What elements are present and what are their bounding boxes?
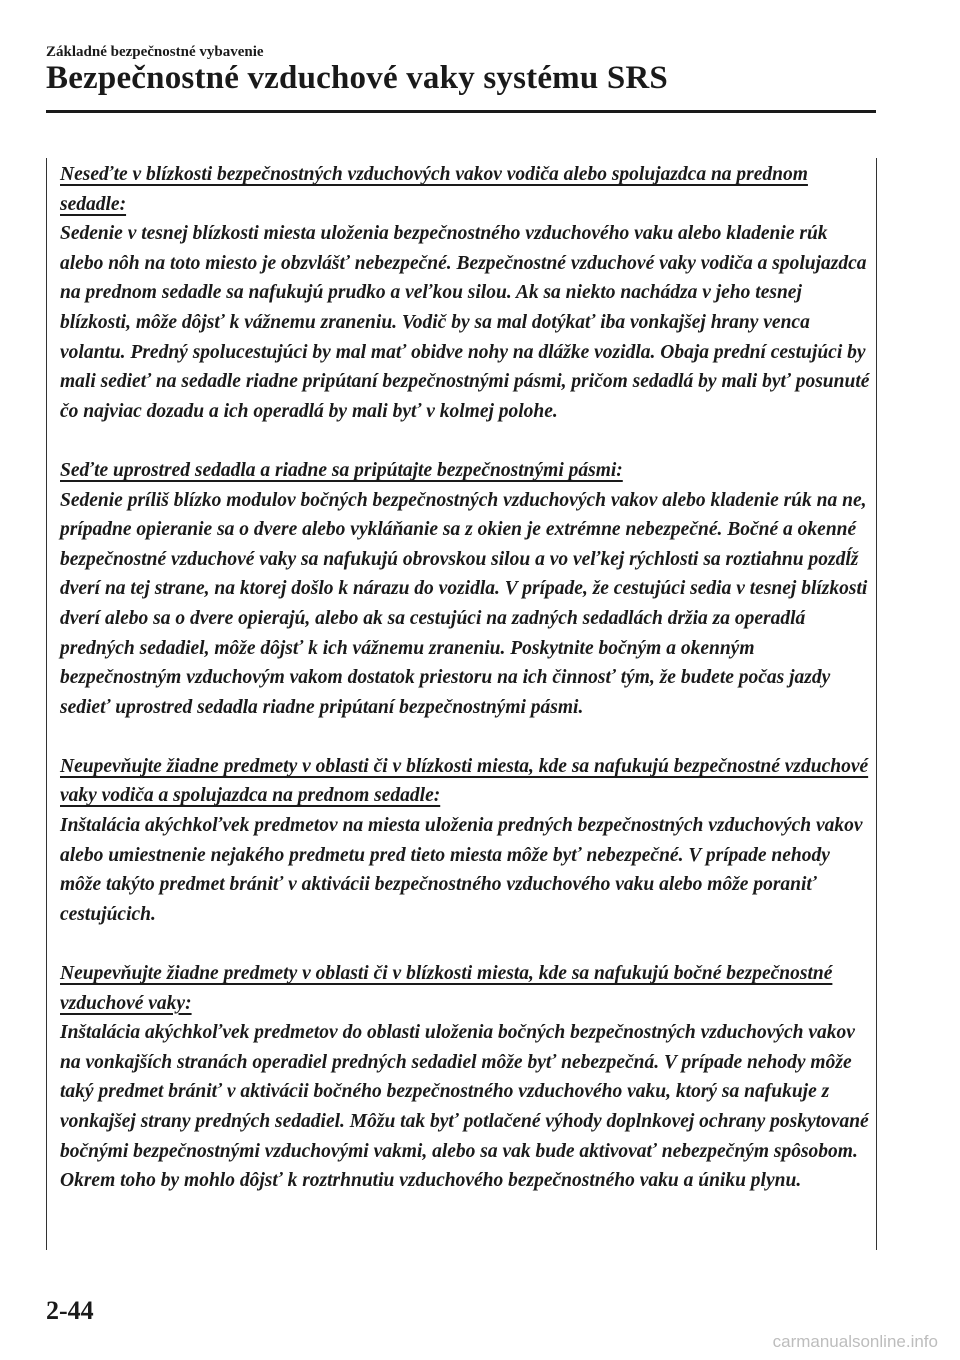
page-number: 2-44	[46, 1296, 94, 1325]
warning-block	[60, 456, 872, 722]
warning-title: Neupevňujte žiadne predmety v oblasti či v blízkosti miesta, kde sa nafukujú bočné bezpečnostné vzduchové vaky:	[60, 963, 833, 1014]
warning-text: Sedenie v tesnej blízkosti miesta uloženia bezpečnostného vzduchového vaku alebo kladenie rúk alebo nôh na toto miesto je obzvlášť nebezpečné. Bezpečnostné vzduchové vaky vodiča a spolujazdca na prednom sedadle sa nafukujú prudko a veľkou silou. Ak sa niekto nachádza v jeho tesnej blízkosti, môže dôjsť k vážnemu zraneniu. Vodič by sa mal dotýkať iba vonkajšej hrany venca volantu. Predný spolucestujúci by mal mať obidve nohy na dlážke vozidla. Obaja prední cestujúci by mali sedieť na sedadle riadne pripútaní bezpečnostnými pásmi, pričom sedadlá by mali byť posunuté čo najviac dozadu a ich operadlá by mali byť v kolmej polohe.	[60, 223, 870, 422]
section-label: Základné bezpečnostné vybavenie	[46, 44, 264, 60]
warning-block	[60, 752, 872, 930]
warning-title: Seďte uprostred sedadla a riadne sa pripútajte bezpečnostnými pásmi:	[60, 459, 623, 481]
warning-title: Neupevňujte žiadne predmety v oblasti či v blízkosti miesta, kde sa nafukujú bezpečnostné vzduchové vaky vodiča a spolujazdca na prednom sedadle:	[60, 755, 869, 807]
warning-text: Sedenie príliš blízko modulov bočných bezpečnostných vzduchových vakov alebo kladenie rúk na ne, prípadne opieranie sa o dvere alebo vykláňanie sa z okien je extrémne nebezpečné. Bočné a okenné bezpečnostné vzduchové vaky sa nafukujú obrovskou silou a vo veľkej rýchlosti sa roztiahnu pozdĺž dverí na tej strane, na ktorej došlo k nárazu do vozidla. V prípade, že cestujúci sedia v tesnej blízkosti dverí alebo sa o dvere opierajú, alebo ak sa cestujúci na zadných sedadlách držia za operadlá predných sedadiel, môže dôjsť k ich vážnemu zraneniu. Poskytnite bočným a okenným bezpečnostným vzduchovým vakom dostatok priestoru na ich činnosť tým, že budete počas jazdy sedieť uprostred sedadla riadne pripútaní bezpečnostnými pásmi.	[60, 489, 868, 718]
warning-box-left-border	[46, 158, 47, 1250]
title-rule	[46, 110, 876, 113]
watermark: carmanualsonline.info	[772, 1332, 938, 1351]
warning-block	[60, 959, 872, 1196]
warning-title: Neseďte v blízkosti bezpečnostných vzduchových vakov vodiča alebo spolujazdca na prednom sedadle:	[60, 164, 808, 215]
warning-text: Inštalácia akýchkoľvek predmetov do oblasti uloženia bočných bezpečnostných vzduchových vakov na vonkajších stranách operadiel predných sedadiel môže byť nebezpečná. V prípade nehody môže taký predmet brániť v aktivácii bočného bezpečnostného vzduchového vaku, ktorý sa nafukuje z vonkajšej strany predných sedadiel. Môžu tak byť potlačené výhody doplnkovej ochrany poskytované bočnými bezpečnostnými vzduchovými vakmi, alebo sa vak bude aktivovať nebezpečným spôsobom. Okrem toho by mohlo dôjsť k roztrhnutiu vzduchového bezpečnostného vaku a úniku plynu.	[60, 1022, 869, 1192]
warning-text: Inštalácia akýchkoľvek predmetov na miesta uloženia predných bezpečnostných vzduchových vakov alebo umiestnenie nejakého predmetu pred tieto miesta môže byť nebezpečné. V prípade nehody môže takýto predmet brániť v aktivácii bezpečnostného vzduchového vaku alebo môže poraniť cestujúcich.	[60, 815, 863, 925]
page-title: Bezpečnostné vzduchové vaky systému SRS	[46, 60, 668, 96]
warning-box	[60, 160, 872, 1196]
warning-block	[60, 160, 872, 426]
warning-box-right-border	[876, 158, 877, 1250]
